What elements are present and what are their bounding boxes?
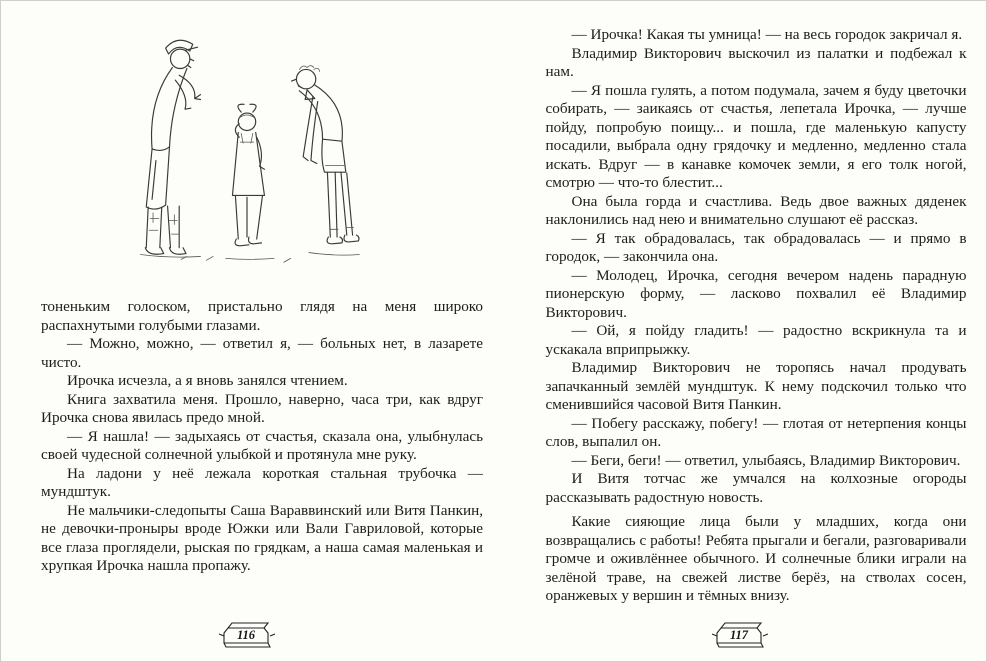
ground-hatching: [141, 253, 360, 263]
girl-figure: [233, 104, 265, 246]
illustration: [1, 13, 494, 279]
paragraph: Владимир Викторович не торопясь начал продувать запачканный землёй мундштук. К нему подскочил только что сменившийся часовой Витя Панкин.: [545, 359, 967, 413]
paragraph: — Молодец, Ирочка, сегодня вечером надень парадную пионерскую форму, — ласково похвалил её Владимир Викторович.: [545, 266, 967, 321]
paragraph: И Витя тотчас же умчался на колхозные огороды рассказывать радостную новость.: [545, 470, 967, 506]
page-number-left: 116: [237, 628, 256, 642]
paragraph: — Я так обрадовалась, так обрадовалась — и прямо в городок, — закончила она.: [545, 229, 967, 265]
paragraph: — Ирочка! Какая ты умница! — на весь городок закричал я.: [571, 26, 963, 43]
paragraph: Книга захватила меня. Прошло, наверно, часа три, как вдруг Ирочка снова явилась предо мной.: [41, 390, 483, 426]
right-page-footer: [494, 619, 987, 653]
left-page-text: [41, 298, 483, 576]
paragraph: Не мальчики-следопыты Саша Вараввинский или Витя Панкин, не девочки-проныры вроде Южки или Вали Гавриловой, которые все глаза проглядели, рыская по грядкам, а наша самая маленькая и хрупкая Ирочка нашла пропажу.: [41, 501, 483, 574]
book-spread: [1, 1, 986, 661]
left-page: [1, 1, 494, 661]
paragraph: Какие сияющие лица были у младших, когда они возвращались с работы! Ребята прыгали и бегали, разговаривали громче и оживлённее обычного. И солнечные блики играли на зелёной траве, на свежей листве берёз, на стволах сосен, оранжевых у вершин и тёмных внизу.: [545, 513, 967, 604]
right-page: [494, 1, 987, 661]
paragraph: — Я нашла! — задыхаясь от счастья, сказала она, улыбнулась своей чудесной солнечной улыбкой и протянула мне руку.: [41, 427, 483, 463]
paragraph: Владимир Викторович выскочил из палатки и подбежал к нам.: [545, 44, 967, 80]
line-drawing-figures: [92, 13, 402, 279]
page-number-ornament: [710, 619, 770, 653]
paragraph: — Ой, я пойду гладить! — радостно вскрикнула та и ускакала вприпрыжку.: [545, 322, 967, 358]
paragraph: На ладони у неё лежала короткая стальная трубочка — мундштук.: [41, 464, 483, 500]
paragraph: Она была горда и счастлива. Ведь двое важных дяденек наклонились над нею и внимательно слушают её рассказ.: [545, 192, 967, 228]
left-page-footer: [1, 619, 494, 653]
right-page-text: [546, 26, 967, 606]
paragraph: — Можно, можно, — ответил я, — больных нет, в лазарете чисто.: [41, 335, 483, 371]
paragraph: — Побегу расскажу, побегу! — глотая от нетерпения концы слов, выпалил он.: [545, 414, 967, 450]
page-number-ornament: [217, 619, 277, 653]
paragraph: — Я пошла гулять, а потом подумала, зачем я буду цветочки собирать, — заикаясь от счастья, лепетала Ирочка, — лучше пойду, попробую поищу... и пошла, где маленькую капусту посадили, выбрала одну грядочку и медленно, медленно стала искать. Вдруг — в канавке комочек земли, я его толк ногой, смотрю — что-то блестит...: [545, 81, 967, 191]
man-figure: [146, 40, 201, 254]
paragraph: тоненьким голоском, пристально глядя на меня широко распахнутыми голубыми глазами.: [41, 298, 483, 334]
boy-figure: [292, 66, 359, 244]
paragraph: Ирочка исчезла, а я вновь занялся чтением.: [67, 372, 348, 389]
page-number-right: 117: [729, 628, 748, 642]
paragraph: — Беги, беги! — ответил, улыбаясь, Владимир Викторович.: [571, 451, 961, 469]
